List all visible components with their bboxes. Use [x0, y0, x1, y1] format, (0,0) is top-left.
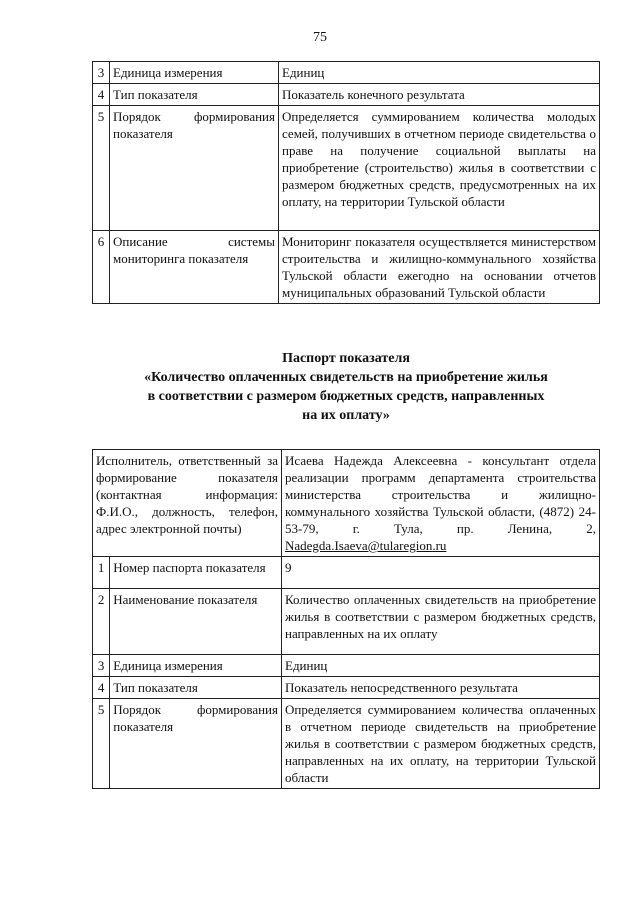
heading-line: на их оплату»	[302, 408, 390, 423]
table-row	[93, 655, 600, 677]
table-row-executor	[93, 450, 600, 557]
row-value: 9	[282, 557, 600, 589]
row-label: Порядок формирования показателя	[110, 106, 279, 231]
row-value: Показатель конечного результата	[279, 84, 600, 106]
table-row	[93, 677, 600, 699]
executor-email-link[interactable]: Nadegda.Isaeva@tularegion.ru	[285, 538, 447, 553]
row-label: Наименование показателя	[110, 589, 282, 655]
row-number: 2	[93, 589, 110, 655]
row-label: Единица измерения	[110, 62, 279, 84]
row-label: Тип показателя	[110, 84, 279, 106]
row-label: Порядок формирования показателя	[110, 699, 282, 789]
table-row	[93, 106, 600, 231]
row-label: Описание системы мониторинга показателя	[110, 231, 279, 304]
table-row	[93, 699, 600, 789]
row-number: 4	[93, 677, 110, 699]
row-number: 1	[93, 557, 110, 589]
table-row	[93, 84, 600, 106]
table-row	[93, 557, 600, 589]
heading-line: «Количество оплаченных свидетельств на приобретение жилья	[144, 370, 548, 385]
indicator-table-top	[92, 61, 600, 304]
passport-heading	[92, 349, 600, 425]
table-row	[93, 62, 600, 84]
executor-contact: Исаева Надежда Алексеевна - консультант отдела реализации программ департамента строительства министерства строительства и жилищно-коммунального хозяйства Тульской области, (4872) 24-53-79, г. Тула, пр. Ленина, 2,	[285, 453, 596, 536]
row-value: Определяется суммированием количества оплаченных в отчетном периоде свидетельств на приобретение жилья в соответствии с размером бюджетных средств, направленных на их оплату, на территории Тульской области	[282, 699, 600, 789]
row-label: Тип показателя	[110, 677, 282, 699]
row-number: 5	[93, 699, 110, 789]
row-value: Единиц	[282, 655, 600, 677]
table-row	[93, 231, 600, 304]
row-number: 6	[93, 231, 110, 304]
row-label: Номер паспорта показателя	[110, 557, 282, 589]
row-value: Мониторинг показателя осуществляется министерством строительства и жилищно-коммунального хозяйства Тульской области ежегодно на основании отчетов муниципальных образований Тульской области	[279, 231, 600, 304]
row-value: Количество оплаченных свидетельств на приобретение жилья в соответствии с размером бюджетных средств, направленных на их оплату	[282, 589, 600, 655]
executor-value	[282, 450, 600, 557]
row-number: 5	[93, 106, 110, 231]
row-number: 4	[93, 84, 110, 106]
heading-line: в соответствии с размером бюджетных средств, направленных	[147, 389, 545, 404]
table-row	[93, 589, 600, 655]
row-value: Определяется суммированием количества молодых семей, получивших в отчетном периоде свидетельства о праве на получение социальной выплаты на приобретение (строительство) жилья в соответствии с размером бюджетных средств, предусмотренных на их оплату, на территории Тульской области	[279, 106, 600, 231]
page-number: 75	[313, 30, 327, 45]
row-value: Единиц	[279, 62, 600, 84]
row-number: 3	[93, 655, 110, 677]
row-number: 3	[93, 62, 110, 84]
indicator-table-bottom	[92, 449, 600, 789]
executor-label: Исполнитель, ответственный за формирование показателя (контактная информация: Ф.И.О., должность, телефон, адрес электронной почты)	[93, 450, 282, 557]
row-label: Единица измерения	[110, 655, 282, 677]
heading-line: Паспорт показателя	[282, 351, 410, 366]
row-value: Показатель непосредственного результата	[282, 677, 600, 699]
